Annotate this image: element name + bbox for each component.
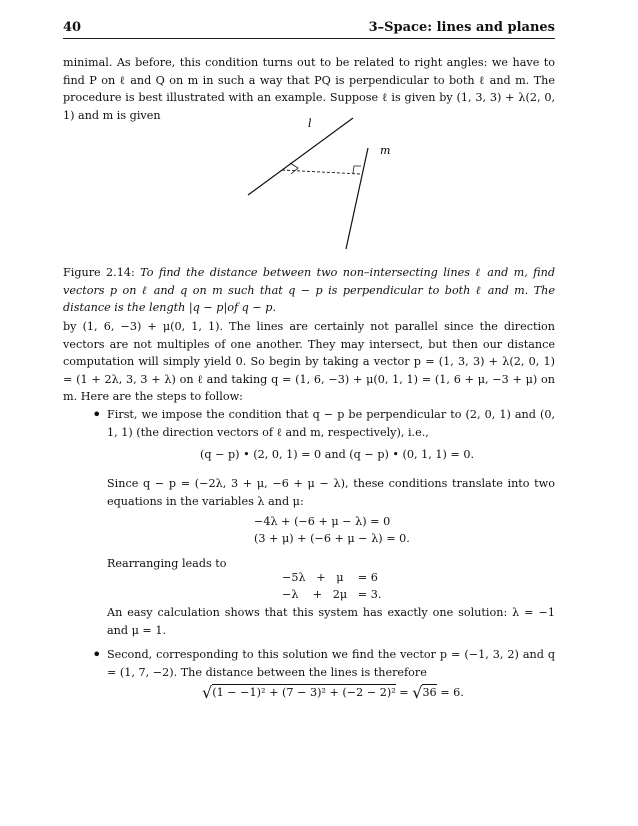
result-radicand: 36	[422, 686, 437, 699]
figure-caption	[63, 264, 555, 317]
bullet1-rearranging: Rearranging leads to	[107, 557, 227, 570]
system1-line1: −4λ + (−6 + μ − λ) = 0	[254, 515, 391, 528]
caption-text: To find the distance between two non–intersecting lines ℓ and m, find vectors p on ℓ and q on m such that q − p is perpendicular to both ℓ and m. The distance is the length |q − p|of q − p.	[63, 266, 555, 315]
figure-diagram	[63, 112, 555, 257]
sqrt-sign-result: √	[412, 683, 423, 702]
bullet1-since: Since q − p = (−2λ, 3 + μ, −6 + μ − λ), these conditions translate into two equations in the variables λ and μ:	[107, 477, 555, 508]
caption-label: Figure 2.14:	[63, 266, 135, 279]
bullet1-equation: (q − p) • (2, 0, 1) = 0 and (q − p) • (0, 1, 1) = 0.	[200, 448, 475, 461]
page-header	[63, 18, 555, 39]
distance-result: = 6.	[440, 686, 464, 699]
right-angle-mark-m	[353, 166, 361, 173]
system2-line2: −λ + 2μ = 3.	[282, 588, 382, 601]
label-l: l	[308, 117, 312, 130]
bullet1-intro: First, we impose the condition that q − p be perpendicular to (2, 0, 1) and (0, 1, 1) (the direction vectors of ℓ and m, respectively), i.e.,	[107, 408, 555, 439]
label-m: m	[380, 144, 391, 157]
bullet-marker-1: •	[92, 405, 102, 424]
paragraph-intro: minimal. As before, this condition turns out to be related to right angles: we have to find P on ℓ and Q on m in such a way that PQ is perpendicular to both ℓ and m. The procedure is best illustrated with an example. Suppose ℓ is given by (1, 3, 3) + λ(2, 0, 1) and m is given	[63, 56, 555, 122]
figure-skew-lines	[63, 112, 555, 257]
bullet1-solution: An easy calculation shows that this system has exactly one solution: λ = −1 and μ = 1.	[107, 606, 555, 637]
line-l	[248, 118, 353, 195]
bullet2-text: Second, corresponding to this solution we find the vector p = (−1, 3, 2) and q = (1, 7, −2). The distance between the lines is therefore	[107, 648, 555, 679]
paragraph-setup: by (1, 6, −3) + μ(0, 1, 1). The lines are certainly not parallel since the direction vectors are not multiples of one another. They may intersect, but then our distance computation will simply yield 0. So begin by taking a vector p = (1, 3, 3) + λ(2, 0, 1) = (1 + 2λ, 3, 3 + λ) on ℓ and taking q = (1, 6, −3) + μ(0, 1, 1) = (1, 6 + μ, −3 + μ) on m. Here are the steps to follow:	[63, 320, 555, 404]
system1-line2: (3 + μ) + (−6 + μ − λ) = 0.	[254, 532, 410, 545]
bullet-marker-2: •	[92, 645, 102, 664]
distance-radicand: (1 − −1)² + (7 − 3)² + (−2 − 2)²	[212, 686, 396, 699]
line-m	[346, 148, 368, 249]
chapter-title: 3–Space: lines and planes	[368, 20, 555, 35]
distance-equals: =	[399, 686, 409, 699]
right-angle-mark-l	[290, 163, 298, 174]
page-number: 40	[63, 20, 82, 35]
system2-line1: −5λ + μ = 6	[282, 571, 378, 584]
distance-formula	[202, 684, 464, 702]
sqrt-sign: √	[202, 683, 213, 702]
